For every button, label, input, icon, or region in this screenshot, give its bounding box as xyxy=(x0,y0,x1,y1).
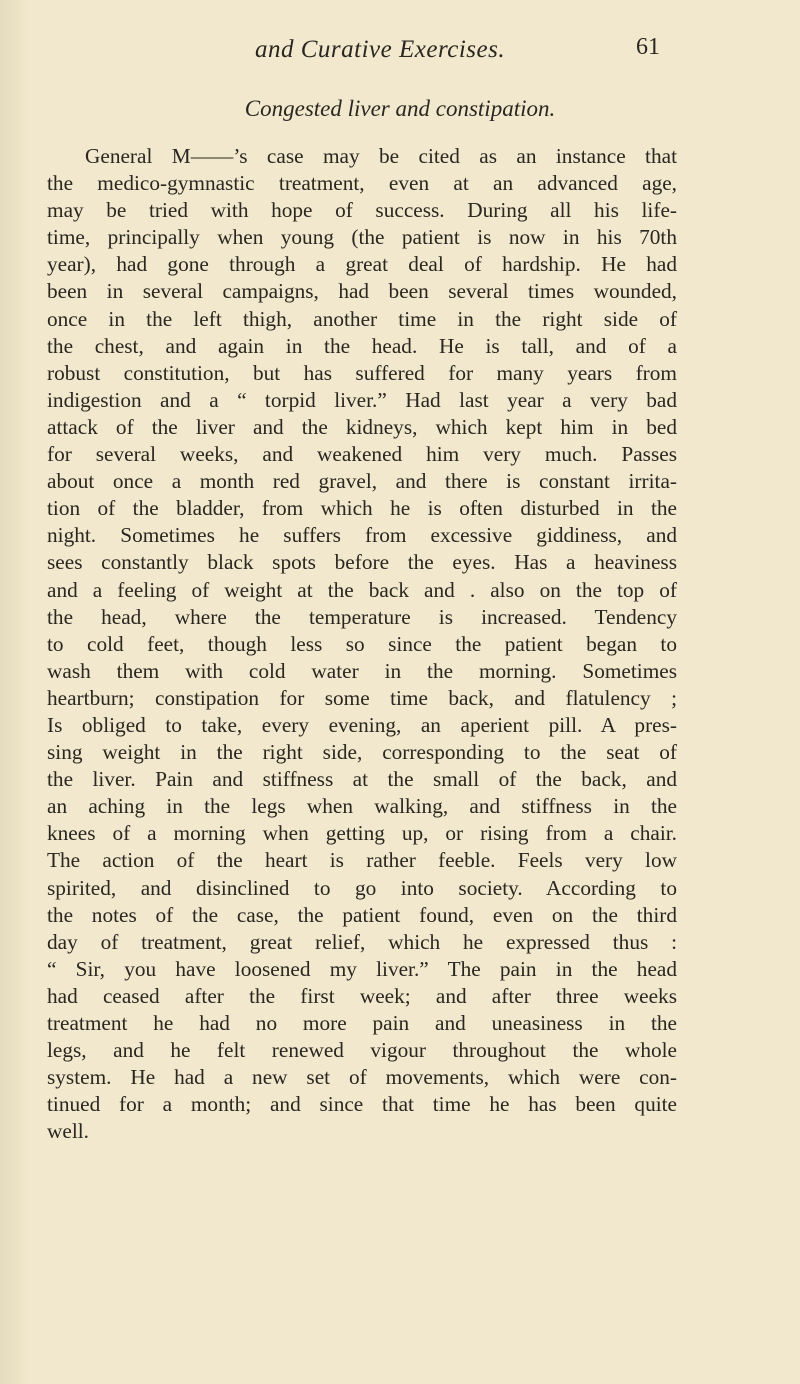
body-line: the chest, and again in the head. He is tall, and of a xyxy=(47,333,677,358)
body-line: about once a month red gravel, and there is constant irrita- xyxy=(47,469,677,494)
body-line: the notes of the case, the patient found, even on the third xyxy=(47,902,677,927)
body-line: to cold feet, though less so since the patient began to xyxy=(47,631,677,656)
body-line: tion of the bladder, from which he is often disturbed in the xyxy=(47,496,677,521)
body-line: attack of the liver and the kidneys, which kept him in bed xyxy=(47,414,677,439)
body-line: the medico-gymnastic treatment, even at an advanced age, xyxy=(47,171,677,196)
body-line: The action of the heart is rather feeble. Feels very low xyxy=(47,848,677,873)
body-line: knees of a morning when getting up, or rising from a chair. xyxy=(47,821,677,846)
body-line: legs, and he felt renewed vigour throughout the whole xyxy=(47,1038,677,1063)
body-line: the head, where the temperature is increased. Tendency xyxy=(47,604,677,629)
body-line: wash them with cold water in the morning. Sometimes xyxy=(47,658,677,683)
body-line: heartburn; constipation for some time back, and flatulency ; xyxy=(47,685,677,710)
body-line: an aching in the legs when walking, and stiffness in the xyxy=(47,794,677,819)
body-line: robust constitution, but has suffered for many years from xyxy=(47,360,677,385)
body-line: had ceased after the first week; and after three weeks xyxy=(47,983,677,1008)
body-line: year), had gone through a great deal of hardship. He had xyxy=(47,252,677,277)
body-line: indigestion and a “ torpid liver.” Had last year a very bad xyxy=(47,387,677,412)
body-line: time, principally when young (the patient is now in his 70th xyxy=(47,225,677,250)
body-line: sing weight in the right side, corresponding to the seat of xyxy=(47,740,677,765)
body-line: been in several campaigns, had been several times wounded, xyxy=(47,279,677,304)
body-line: night. Sometimes he suffers from excessive giddiness, and xyxy=(47,523,677,548)
body-line: General M——’s case may be cited as an instance that xyxy=(85,144,677,168)
body-line: day of treatment, great relief, which he expressed thus : xyxy=(47,929,677,954)
body-line: and a feeling of weight at the back and . also on the top of xyxy=(47,577,677,602)
body-line: the liver. Pain and stiffness at the small of the back, and xyxy=(47,767,677,792)
body-line: for several weeks, and weakened him very much. Passes xyxy=(47,442,677,467)
body-line: sees constantly black spots before the eyes. Has a heaviness xyxy=(47,550,677,575)
body-line: well. xyxy=(47,1119,89,1144)
page-number: 61 xyxy=(636,34,660,60)
body-paragraph xyxy=(47,143,677,1145)
running-head xyxy=(0,26,800,66)
body-line: treatment he had no more pain and uneasiness in the xyxy=(47,1011,677,1035)
body-line: “ Sir, you have loosened my liver.” The pain in the head xyxy=(47,956,677,981)
body-line: system. He had a new set of movements, which were con- xyxy=(47,1065,677,1090)
body-line: once in the left thigh, another time in the right side of xyxy=(47,306,677,331)
section-heading: Congested liver and constipation. xyxy=(244,96,556,121)
running-title: and Curative Exercises. xyxy=(255,36,506,63)
body-line: tinued for a month; and since that time he has been quite xyxy=(47,1092,677,1117)
body-line: spirited, and disinclined to go into society. According to xyxy=(47,875,677,900)
body-line: may be tried with hope of success. During all his life- xyxy=(47,198,677,223)
body-line: Is obliged to take, every evening, an aperient pill. A pres- xyxy=(47,712,677,737)
